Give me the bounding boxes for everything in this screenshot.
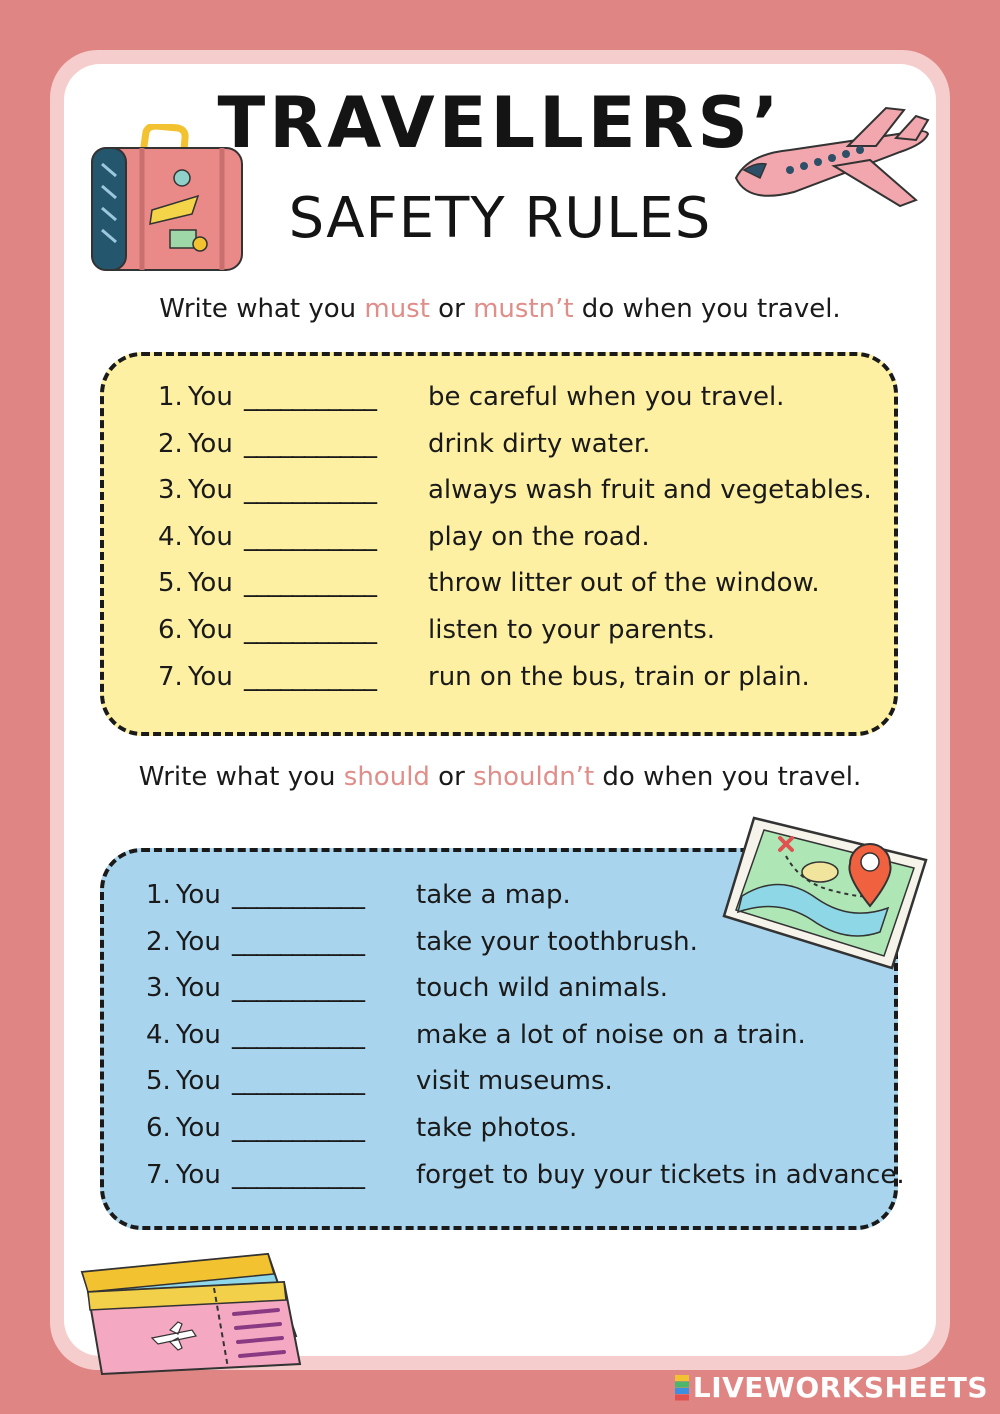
answer-blank[interactable]: ___________: [244, 661, 376, 692]
list-item: 4. You ___________ play on the road.: [158, 514, 872, 561]
map-icon: [720, 812, 930, 970]
answer-blank[interactable]: ___________: [232, 926, 364, 957]
list-item: 7. You ___________ run on the bus, train or plain.: [158, 654, 872, 701]
list-item: 3. You ___________ always wash fruit and vegetables.: [158, 467, 872, 514]
list-item: 7. You ___________ forget to buy your tickets in advance.: [146, 1152, 905, 1199]
list-item: 6. You ___________ listen to your parents.: [158, 607, 872, 654]
answer-blank[interactable]: ___________: [232, 880, 364, 910]
answer-blank[interactable]: ___________: [244, 568, 376, 599]
brand-name: LIVEWORKSHEETS: [692, 1371, 988, 1404]
highlight-must: must: [364, 294, 430, 324]
answer-blank[interactable]: ___________: [232, 1066, 364, 1097]
list-item: 2. You ___________ drink dirty water.: [158, 421, 872, 468]
list-item: 5. You ___________ visit museums.: [146, 1058, 905, 1105]
answer-blank[interactable]: ___________: [244, 475, 376, 506]
answer-blank[interactable]: ___________: [232, 1112, 364, 1143]
answer-blank[interactable]: ___________: [244, 382, 376, 412]
answer-blank[interactable]: ___________: [232, 1019, 364, 1050]
list-item: 5. You ___________ throw litter out of the window.: [158, 560, 872, 607]
highlight-shouldnt: shouldn’t: [473, 762, 595, 792]
worksheet-subtitle: SAFETY RULES: [288, 186, 712, 251]
list-item: 1. You ___________ be careful when you travel.: [158, 374, 872, 421]
list-item: 3. You ___________ touch wild animals.: [146, 965, 905, 1012]
answer-blank[interactable]: ___________: [244, 521, 376, 552]
instruction-should: Write what you should or shouldn’t do when you travel.: [138, 762, 862, 792]
worksheet-title: TRAVELLERS’: [217, 82, 783, 164]
liveworksheets-logo: [675, 1375, 689, 1401]
answer-blank[interactable]: ___________: [232, 973, 364, 1004]
list-item: 2. You ___________ take your toothbrush.: [146, 919, 905, 966]
instruction-must: Write what you must or mustn’t do when you travel.: [159, 294, 841, 324]
must-exercise-list: [158, 374, 872, 700]
list-item: 4. You ___________ make a lot of noise on a train.: [146, 1012, 905, 1059]
list-item: 1. You ___________ take a map.: [146, 872, 905, 919]
highlight-should: should: [343, 762, 430, 792]
answer-blank[interactable]: ___________: [232, 1159, 364, 1190]
answer-blank[interactable]: ___________: [244, 614, 376, 645]
answer-blank[interactable]: ___________: [244, 428, 376, 459]
tickets-icon: [78, 1252, 304, 1376]
liveworksheets-brand[interactable]: [675, 1371, 988, 1404]
highlight-mustnt: mustn’t: [473, 294, 574, 324]
list-item: 6. You ___________ take photos.: [146, 1105, 905, 1152]
